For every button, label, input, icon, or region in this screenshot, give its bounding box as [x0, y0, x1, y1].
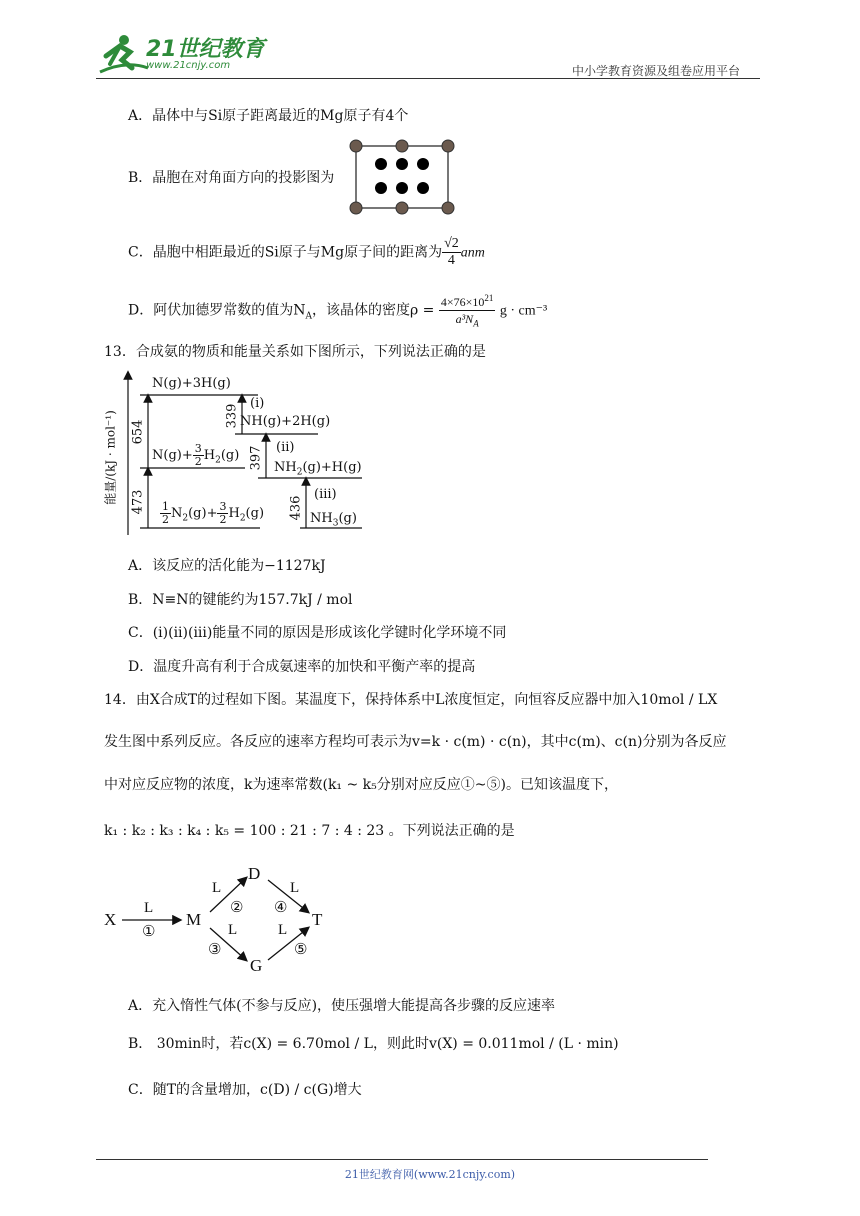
q14-option-b: B． 30min时，若c(X) = 6.70mol / L，则此时v(X) = 0.011mol / (L · min) — [128, 1036, 619, 1052]
density-num: 4×76×10 — [440, 295, 485, 309]
header-rule — [96, 78, 760, 79]
level-half-n2: $\frac{1}{2}$ $N_2(g)+$ $\frac{3}{2}$ $H_2(g)$ — [162, 500, 265, 526]
q12-option-c-unit: anm — [460, 245, 485, 261]
species-m: M — [186, 910, 202, 929]
footer-text: 21世纪教育网(www.21cnjy.com) — [344, 1168, 516, 1181]
h2-text: H — [228, 506, 240, 521]
header-right-text: 中小学教育资源及组卷应用平台 — [572, 64, 741, 78]
h2-rest: (g) — [245, 506, 265, 521]
step-iii: (iii) — [314, 487, 337, 502]
q12-option-b: B．晶胞在对角面方向的投影图为 — [128, 170, 335, 186]
nh2-rest: (g)+H(g) — [302, 460, 362, 475]
circled-4: ④ — [274, 898, 288, 916]
q14-line-3: 中对应反应物的浓度，k为速率常数(k₁ ~ k₅分别对应反应①~⑤)。已知该温度下， — [104, 777, 618, 793]
fraction-sqrt2-over-4 — [442, 236, 461, 269]
frac-den: 4 — [447, 253, 455, 268]
level-n-text: N(g)+ — [152, 448, 193, 463]
circled-2: ② — [230, 898, 244, 916]
density-num-exp: 21 — [484, 293, 494, 303]
label-l-5: L — [278, 922, 288, 938]
q14-line-2: 发生图中系列反应。各反应的速率方程均可表示为v=k · c(m) · c(n)，其中c(m)、c(n)分别为各反应 — [104, 734, 727, 750]
logo-url: www.21cnjy.com — [146, 60, 231, 71]
circled-1: ① — [142, 922, 156, 940]
density-fraction — [439, 290, 496, 331]
q13-option-c: C．(i)(ii)(iii)能量不同的原因是形成该化学键时化学环境不同 — [128, 625, 507, 641]
q13-stem: 13．合成氨的物质和能量关系如下图所示，下列说法正确的是 — [104, 344, 486, 360]
density-den: a³N — [455, 312, 474, 326]
q14-option-c: C．随T的含量增加，c(D) / c(G)增大 — [128, 1082, 362, 1098]
q12-option-d-mid: ，该晶体的密度ρ = — [311, 302, 435, 319]
nh3-rest: (g) — [338, 511, 357, 526]
q12-option-c-text: C．晶胞中相距最近的Si原子与Mg原子间的距离为 — [128, 244, 443, 261]
value-339: 339 — [224, 403, 240, 429]
step-i: (i) — [250, 396, 265, 411]
value-397: 397 — [248, 445, 264, 471]
level-nh2-h: $NH_2(g)+H(g)$ — [274, 460, 362, 478]
frac-3-2b: $\frac{3}{2}$ — [219, 500, 227, 526]
logo-text: 21世纪教育 — [146, 37, 265, 62]
species-g: G — [250, 956, 263, 975]
energy-axis-label: 能量/(kJ · mol⁻¹) — [103, 410, 118, 505]
value-473: 473 — [130, 489, 146, 515]
q14-option-a: A．充入惰性气体(不参与反应)，使压强增大能提高各步骤的反应速率 — [128, 998, 556, 1014]
projection-figure — [348, 138, 458, 222]
q12-option-c — [128, 236, 485, 269]
q12-option-d-text: D．阿伏加德罗常数的值为N — [128, 302, 306, 319]
label-l-1: L — [144, 900, 154, 916]
frac-1-2: $\frac{1}{2}$ — [162, 500, 169, 526]
step-ii: (ii) — [276, 440, 295, 455]
value-654: 654 — [130, 419, 146, 445]
level-n-3h: N(g)+3H(g) — [152, 376, 231, 391]
header-logo — [96, 30, 266, 80]
value-436: 436 — [288, 495, 304, 521]
level-n-3-2-h2: N(g)+ $\frac{3}{2}$ $H_2(g)$ — [152, 442, 240, 468]
q12-option-a: A．晶体中与Si原子距离最近的Mg原子有4个 — [128, 108, 409, 124]
q12-option-d — [128, 290, 547, 331]
reaction-scheme — [100, 862, 340, 977]
n2-text: N — [171, 506, 183, 521]
level-nh3: $NH_3(g)$ — [310, 511, 357, 529]
q13-option-d: D．温度升高有利于合成氨速率的加快和平衡产率的提高 — [128, 659, 476, 675]
circled-3: ③ — [208, 940, 222, 958]
energy-diagram — [100, 365, 370, 545]
label-l-3: L — [228, 922, 238, 938]
q14-line-4: k₁ : k₂ : k₃ : k₄ : k₅ = 100 : 21 : 7 : 4 : 23 。下列说法正确的是 — [104, 823, 515, 839]
nh2-text: NH — [274, 460, 297, 475]
footer-rule — [96, 1159, 708, 1160]
q13-option-b: B．N≡N的键能约为157.7kJ / mol — [128, 592, 353, 608]
label-l-2: L — [212, 880, 222, 896]
density-unit: g · cm⁻³ — [499, 303, 548, 319]
sub-a: A — [305, 311, 312, 322]
label-l-4: L — [290, 880, 300, 896]
q13-option-a: A．该反应的活化能为−1127kJ — [128, 558, 326, 574]
frac-num: √2 — [444, 236, 459, 251]
nh3-text: NH — [310, 511, 333, 526]
q14-line-1: 14．由X合成T的过程如下图。某温度下，保持体系中L浓度恒定，向恒容反应器中加入10mol / LX — [104, 692, 718, 708]
species-x: X — [104, 910, 117, 929]
frac-3-2: $\frac{3}{2}$ — [194, 442, 202, 468]
species-t: T — [312, 910, 323, 929]
n2-rest: (g)+ — [188, 506, 218, 521]
density-den-sub: A — [473, 318, 479, 329]
level-nh-2h: NH(g)+2H(g) — [240, 414, 331, 429]
circled-5: ⑤ — [294, 940, 308, 958]
level-g-text: (g) — [220, 448, 240, 463]
level-h-text: H — [203, 448, 216, 463]
species-d: D — [248, 864, 261, 883]
